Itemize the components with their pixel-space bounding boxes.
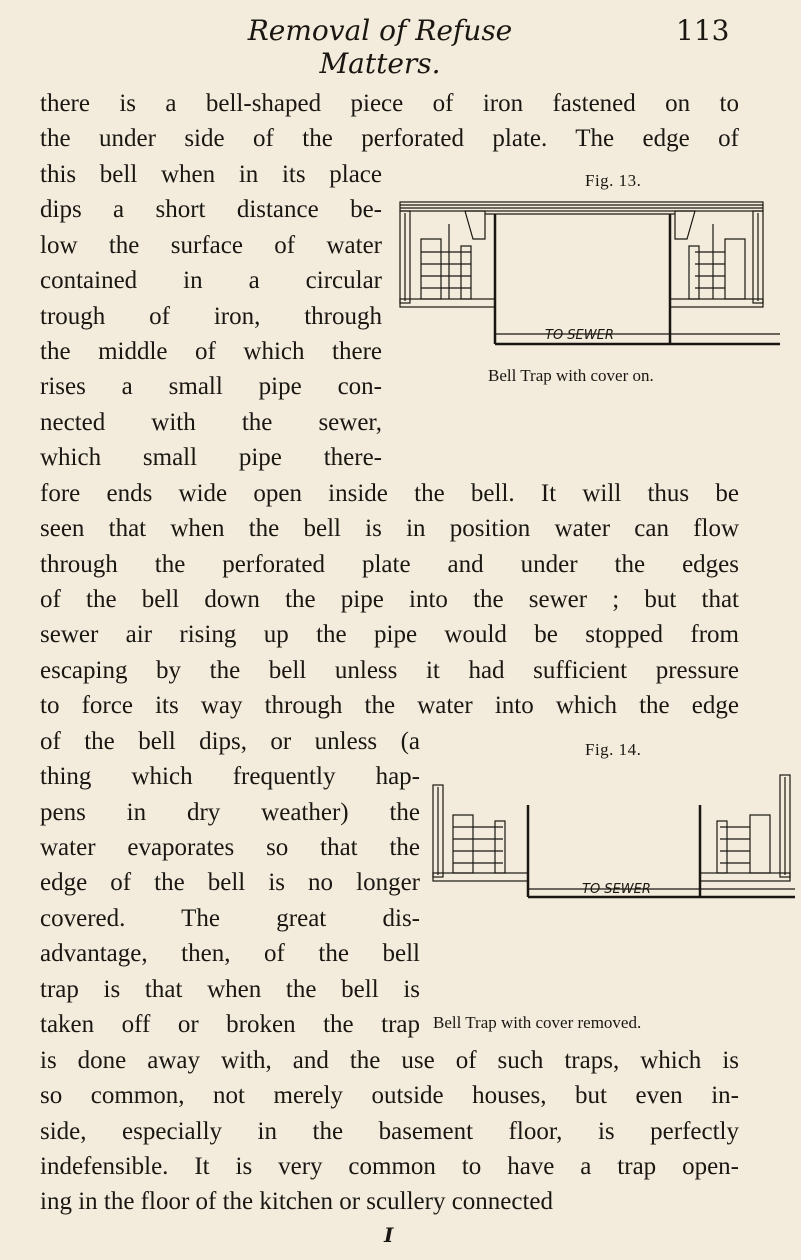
body-line: taken off or broken the trap <box>40 1011 420 1038</box>
figure-14-bell-trap-illustration <box>425 765 800 905</box>
body-line: of the bell dips, or unless (a <box>40 728 420 755</box>
running-title: Removal of Refuse Matters. <box>247 14 513 80</box>
body-line: escaping by the bell unless it had sufficient pressure <box>40 657 739 684</box>
body-line: is done away with, and the use of such traps, which is <box>40 1047 739 1074</box>
page-number: 113 <box>676 14 730 47</box>
figure-caption: Bell Trap with cover removed. <box>433 1013 642 1032</box>
body-line: trap is that when the bell is <box>40 976 420 1003</box>
body-line: seen that when the bell is in position water can flow <box>40 515 739 542</box>
body-line: ing in the floor of the kitchen or scullery connected <box>40 1188 554 1215</box>
body-line: side, especially in the basement floor, is perfectly <box>40 1118 739 1145</box>
figure-label: Fig. 13. <box>585 171 642 190</box>
figure-label: Fig. 14. <box>585 740 642 759</box>
body-line: pens in dry weather) the <box>40 799 420 826</box>
sewer-label: TO SEWER <box>545 328 614 343</box>
body-line: the middle of which there <box>40 338 382 365</box>
body-line: which small pipe there- <box>40 444 382 471</box>
body-line: low the surface of water <box>40 232 382 259</box>
body-line: rises a small pipe con- <box>40 373 382 400</box>
body-line: dips a short distance be- <box>40 196 382 223</box>
body-line: to force its way through the water into which the edge <box>40 692 739 719</box>
body-line: so common, not merely outside houses, but even in- <box>40 1082 739 1109</box>
body-line: this bell when in its place <box>40 161 382 188</box>
signature-mark: I <box>384 1223 394 1247</box>
body-line: the under side of the perforated plate. The edge of <box>40 125 739 152</box>
body-line: trough of iron, through <box>40 303 382 330</box>
body-line: indefensible. It is very common to have a trap open- <box>40 1153 739 1180</box>
body-line: through the perforated plate and under the edges <box>40 551 739 578</box>
body-line: advantage, then, of the bell <box>40 940 420 967</box>
body-line: water evaporates so that the <box>40 834 420 861</box>
body-line: contained in a circular <box>40 267 382 294</box>
body-line: thing which frequently hap- <box>40 763 420 790</box>
body-line: edge of the bell is no longer <box>40 869 420 896</box>
body-line: covered. The great dis- <box>40 905 420 932</box>
body-line: fore ends wide open inside the bell. It will thus be <box>40 480 739 507</box>
body-line: of the bell down the pipe into the sewer ; but that <box>40 586 739 613</box>
body-line: sewer air rising up the pipe would be stopped from <box>40 621 739 648</box>
figure-caption: Bell Trap with cover on. <box>488 366 654 385</box>
sewer-label: TO SEWER <box>582 882 651 897</box>
body-line: nected with the sewer, <box>40 409 382 436</box>
figure-13-bell-trap-illustration <box>385 194 790 354</box>
body-line: there is a bell-shaped piece of iron fastened on to <box>40 90 739 117</box>
